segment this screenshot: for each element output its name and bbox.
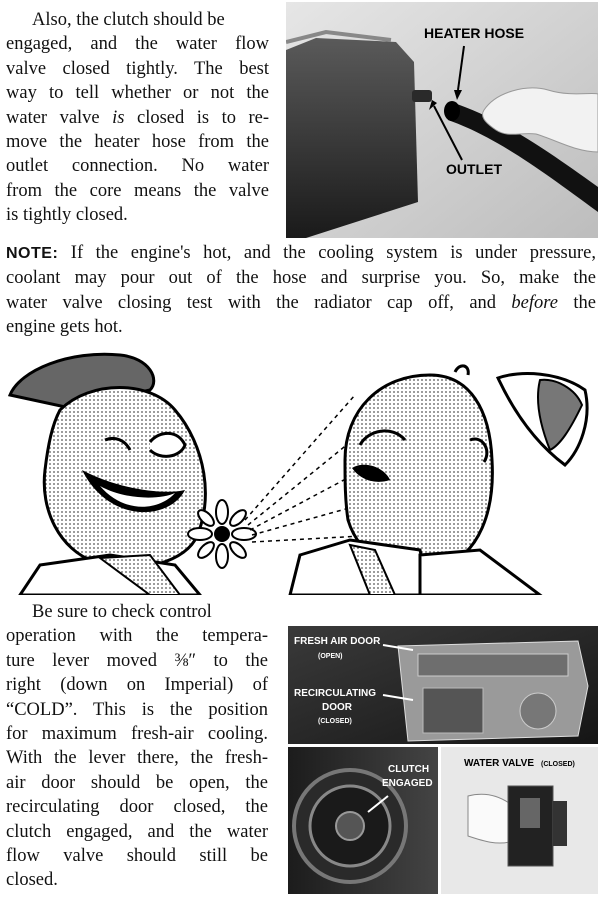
check-line: operation with the tempera-: [6, 626, 268, 647]
check-line: recirculating door closed, the: [6, 797, 268, 818]
note-line: water valve closing test with the radiator cap off, and before the: [6, 292, 596, 313]
intro-line: valve closed tightly. The best: [6, 58, 269, 79]
check-line: right (down on Imperial) of: [6, 675, 268, 696]
cartoon-illustration: [0, 350, 600, 595]
check-line: flow valve should still be: [6, 846, 268, 867]
intro-line: water valve is closed is to re-: [6, 107, 269, 128]
check-line: for maximum fresh-air cooling.: [6, 724, 268, 745]
clutch-label: CLUTCH: [388, 764, 430, 775]
heater-hose-label: HEATER HOSE: [424, 25, 525, 41]
note-line: engine gets hot.: [6, 317, 123, 338]
right-man-figure: [290, 366, 540, 595]
clutch-label-2: ENGAGED: [382, 778, 433, 789]
outlet-label: OUTLET: [446, 161, 502, 177]
note-line: coolant may pour out of the hose and surprise you. So, make the: [6, 268, 596, 289]
cartoon-figures: [0, 350, 600, 595]
recirculating-door-label-2: DOOR: [322, 702, 352, 713]
recirculating-door-label: RECIRCULATING: [294, 688, 377, 699]
note-label: NOTE:: [6, 245, 59, 262]
check-line: Be sure to check control: [32, 602, 212, 622]
intro-line: outlet connection. No water: [6, 156, 269, 177]
left-man-figure: [10, 354, 256, 595]
recirculating-door-state: (CLOSED): [318, 718, 352, 725]
heater-hose-illustration: [286, 2, 598, 238]
intro-line: is tightly closed.: [6, 205, 128, 226]
water-valve-label: WATER VALVE: [464, 758, 534, 769]
fresh-air-door-label: FRESH AIR DOOR: [294, 636, 381, 647]
intro-line: from the core means the valve: [6, 180, 269, 201]
check-line: closed.: [6, 870, 58, 891]
intro-line: engaged, and the water flow: [6, 34, 269, 55]
intro-line: way to tell whether or not the: [6, 83, 269, 104]
check-paragraph: [6, 600, 268, 893]
heater-assembly-photo: [288, 626, 598, 894]
heater-assembly-illustration: [288, 626, 598, 894]
intro-line: move the heater hose from the: [6, 132, 269, 153]
intro-line: Also, the clutch should be: [32, 10, 225, 30]
check-line: clutch engaged, and the water: [6, 821, 268, 842]
heater-hose-photo: [286, 2, 598, 238]
intro-paragraph: [6, 8, 269, 228]
flying-hat: [498, 374, 587, 465]
check-line: “COLD”. This is the position: [6, 699, 268, 720]
check-line: ture lever moved ⅜″ to the: [6, 650, 268, 671]
note-paragraph: [6, 241, 596, 340]
check-line: air door should be open, the: [6, 772, 268, 793]
check-line: With the lever there, the fresh-: [6, 748, 268, 769]
water-valve-state: (CLOSED): [541, 761, 575, 768]
note-line: NOTE: If the engine's hot, and the cooling system is under pressure,: [6, 243, 596, 263]
fresh-air-door-state: (OPEN): [318, 653, 343, 660]
